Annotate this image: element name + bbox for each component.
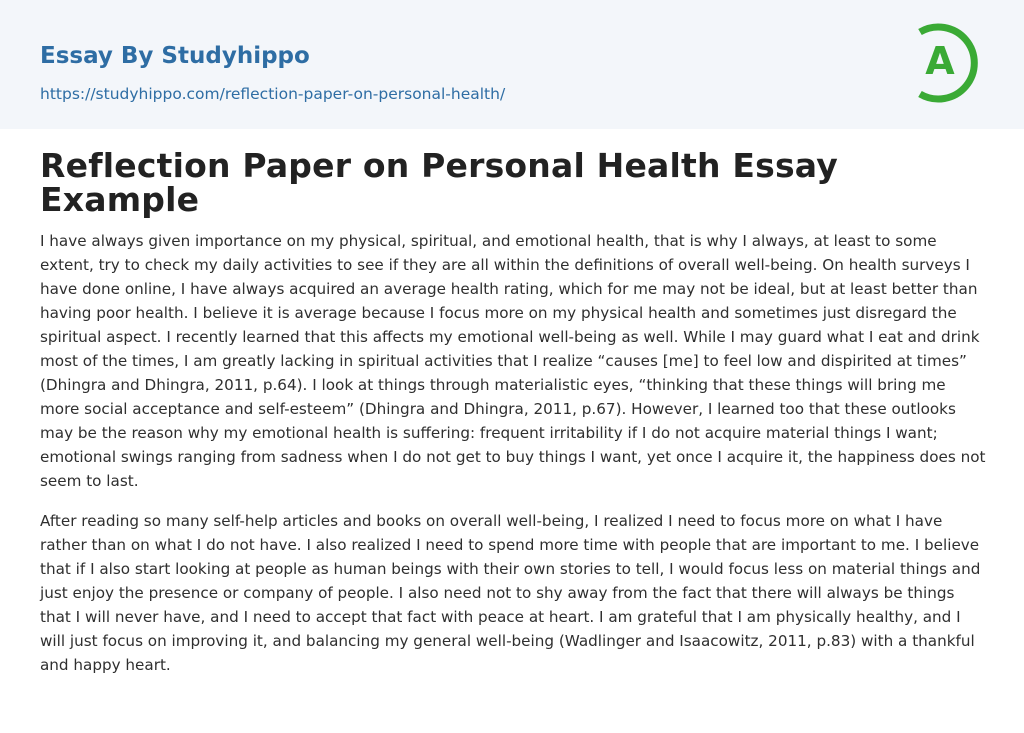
essay-url-link[interactable]: https://studyhippo.com/reflection-paper-on-personal-health/ xyxy=(40,85,506,103)
logo-letter: A xyxy=(925,39,955,83)
page-title: Reflection Paper on Personal Health Essay Example xyxy=(40,146,838,219)
essay-paragraph-1: I have always given importance on my physical, spiritual, and emotional health, that is why I always, at least to some extent, try to check my daily activities to see if they are all within the definitions of overall well-being. On health surveys I have done online, I have always acquired an average health rating, which for me may not be ideal, but at least better than having poor health. I believe it is average because I focus more on my physical health and sometimes just disregard the spiritual aspect. I recently learned that this affects my emotional well-being as well. While I may guard what I eat and drink most of the times, I am greatly lacking in spiritual activities that I realize “causes [me] to feel low and dispirited at times” (Dhingra and Dhingra, 2011, p.64). I look at things through materialistic eyes, “thinking that these things will bring me more social acceptance and self-esteem” (Dhingra and Dhingra, 2011, p.67). However, I learned too that these outlooks may be the reason why my emotional health is suffering: frequent irritability if I do not acquire material things I want; emotional swings ranging from sadness when I do not get to buy things I want, yet once I acquire it, the happiness does not seem to last. xyxy=(40,232,986,490)
studyhippo-logo-icon[interactable] xyxy=(909,17,989,109)
brand-title[interactable]: Essay By Studyhippo xyxy=(40,43,310,69)
essay-paragraph-2: After reading so many self-help articles and books on overall well-being, I realized I need to focus more on what I have rather than on what I do not have. I also realized I need to spend more time with people that are important to me. I believe that if I also start looking at people as human beings with their own stories to tell, I would focus less on material things and just enjoy the presence or company of people. I also need not to shy away from the fact that there will always be things that I will never have, and I need to accept that fact with peace at heart. I am grateful that I am physically healthy, and I will just focus on improving it, and balancing my general well-being (Wadlinger and Isaacowitz, 2011, p.83) with a thankful and happy heart. xyxy=(40,512,981,674)
essay-content xyxy=(40,146,986,677)
site-header xyxy=(0,0,1024,129)
